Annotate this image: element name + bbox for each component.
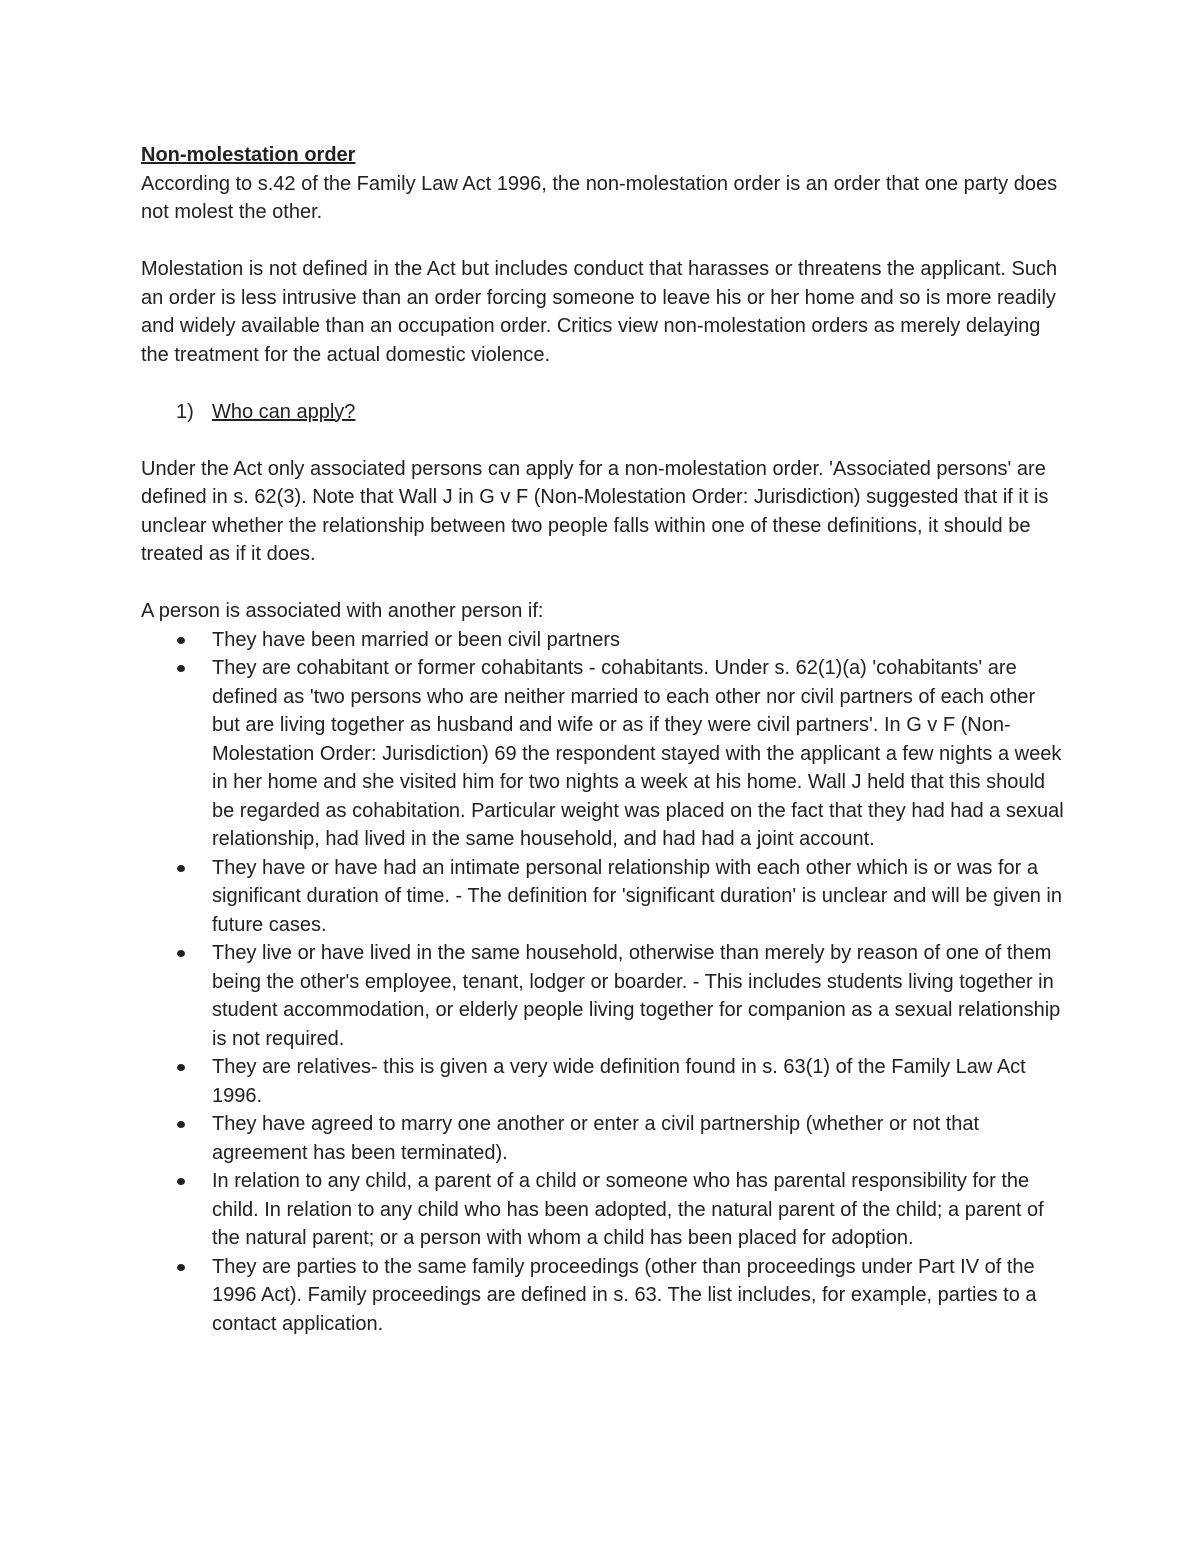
numbered-heading [141,398,1066,427]
paragraph-spacer [141,369,1066,398]
list-item [141,854,1066,940]
list-item-text: They have agreed to marry one another or enter a civil partnership (whether or not that agreement has been terminated). [212,1113,980,1164]
list-item [141,654,1066,854]
intro-paragraph: According to s.42 of the Family Law Act 1996, the non-molestation order is an order that one party does not molest the other. [141,172,1058,223]
list-item [141,1253,1066,1339]
bullet-icon [177,1064,185,1071]
bullet-icon [177,950,185,957]
list-number: 1) [176,400,194,423]
list-item [141,939,1066,1053]
paragraph-spacer [141,227,1066,256]
list-item-text: In relation to any child, a parent of a child or someone who has parental responsibility for the child. In relation to any child who has been adopted, the natural parent of the child; a parent of the natural parent; or a person with whom a child has been placed for adoption. [212,1170,1044,1249]
list-item-text: They have been married or been civil partners [212,628,620,651]
bullet-icon [177,665,185,672]
list-intro: A person is associated with another person if: [141,600,544,622]
page-title: Non-molestation order [141,144,356,166]
paragraph-spacer [141,569,1066,598]
section-title: Who can apply? [212,400,356,423]
paragraph-spacer [141,426,1066,455]
bullet-icon [177,1121,185,1128]
list-item-text: They are parties to the same family proceedings (other than proceedings under Part IV of the 1996 Act). Family proceedings are defined in s. 63. The list includes, for example, parties to a contact application. [212,1255,1037,1335]
list-item [141,1167,1066,1253]
bullet-icon [177,865,185,872]
list-item [141,626,1066,655]
apply-paragraph: Under the Act only associated persons can apply for a non-molestation order. 'Associated persons' are defined in s. 62(3). Note that Wall J in G v F (Non-Molestation Order: Jurisdiction) suggested that if it is unclear whether the relationship between two people falls within one of these definitions, it should be treated as if it does. [141,457,1049,565]
list-item [141,1110,1066,1167]
list-item-text: They have or have had an intimate personal relationship with each other which is or was for a significant duration of time. - The definition for 'significant duration' is unclear and will be given in future cases. [212,856,1062,936]
molestation-paragraph: Molestation is not defined in the Act but includes conduct that harasses or threatens the applicant. Such an order is less intrusive than an order forcing someone to leave his or her home and so is more readily and widely available than an occupation order. Critics view non-molestation orders as merely delaying the treatment for the actual domestic violence. [141,258,1058,366]
list-item-text: They are relatives- this is given a very wide definition found in s. 63(1) of the Family Law Act 1996. [212,1056,1026,1107]
bullet-icon [177,637,185,644]
list-item-text: They are cohabitant or former cohabitants - cohabitants. Under s. 62(1)(a) 'cohabitants' are defined as 'two persons who are neither married to each other nor civil partners of each other but are living together as husband and wife or as if they were civil partners'. In G v F (Non-Molestation Order: Jurisdiction) 69 the respondent stayed with the applicant a few nights a week in her home and she visited him for two nights a week at his home. Wall J held that this should be regarded as cohabitation. Particular weight was placed on the fact that they had had a sexual relationship, had lived in the same household, and had had a joint account. [212,657,1064,850]
bullet-icon [177,1178,185,1185]
bullet-icon [177,1264,185,1271]
associated-persons-list [141,626,1066,1339]
list-item-text: They live or have lived in the same household, otherwise than merely by reason of one of them being the other's employee, tenant, lodger or boarder. - This includes students living together in student accommodation, or elderly people living together for companion as a sexual relationship is not required. [212,942,1061,1050]
document-page [141,141,1066,1338]
list-item [141,1053,1066,1110]
